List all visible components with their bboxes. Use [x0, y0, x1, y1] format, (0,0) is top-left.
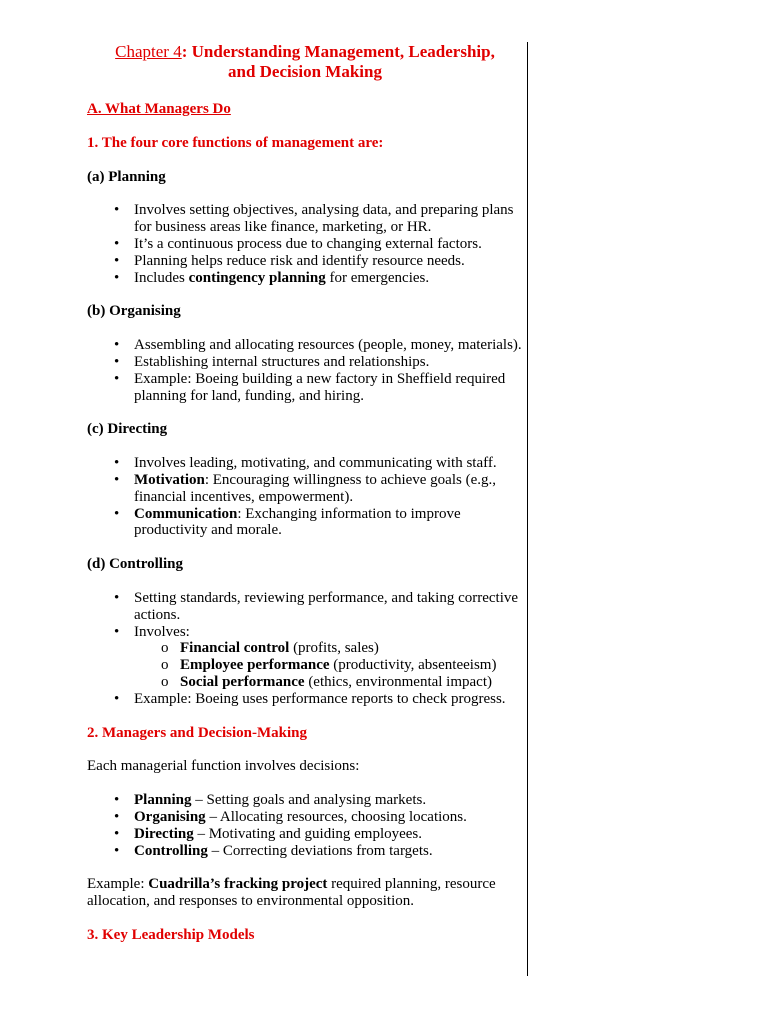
chapter-number: Chapter 4 — [115, 42, 182, 61]
decisions-example: Example: Cuadrilla’s fracking project required planning, resource allocation, and responses to environmental opposition. — [87, 876, 496, 910]
controlling-list — [87, 590, 523, 708]
directing-list — [87, 455, 523, 539]
list-item: • Planning – Setting goals and analysing markets. — [134, 792, 523, 809]
list-item: • Includes contingency planning for emergencies. — [134, 270, 523, 287]
organising-list — [87, 337, 523, 404]
list-item: • Planning helps reduce risk and identify resource needs. — [134, 253, 523, 270]
page-margin-line — [527, 42, 528, 976]
list-item: • Involves: o Financial control (profits, sales) o Employee performance (productivity, absenteeism) o Social performance (ethics, environmental impact) — [134, 624, 523, 691]
list-item: • It’s a continuous process due to changing external factors. — [134, 236, 523, 253]
organising-heading: (b) Organising — [87, 303, 181, 320]
heading-core-functions: 1. The four core functions of management are: — [87, 134, 384, 151]
chapter-title — [87, 42, 523, 82]
decisions-intro: Each managerial function involves decisions: — [87, 758, 360, 775]
list-item: • Motivation: Encouraging willingness to achieve goals (e.g., financial incentives, empowerment). — [134, 472, 523, 506]
list-item: • Example: Boeing uses performance reports to check progress. — [134, 691, 523, 708]
decisions-list — [87, 792, 523, 859]
controlling-sublist — [134, 640, 523, 690]
list-item: • Directing – Motivating and guiding employees. — [134, 826, 523, 843]
sub-list-item: o Social performance (ethics, environmental impact) — [180, 674, 523, 691]
controlling-heading: (d) Controlling — [87, 556, 183, 573]
heading-leadership-models: 3. Key Leadership Models — [87, 926, 255, 943]
document-page — [87, 42, 523, 944]
list-item: • Communication: Exchanging information to improve productivity and morale. — [134, 506, 523, 540]
list-item: • Organising – Allocating resources, choosing locations. — [134, 809, 523, 826]
planning-heading: (a) Planning — [87, 168, 166, 185]
section-a-heading: A. What Managers Do — [87, 101, 231, 117]
list-item: • Controlling – Correcting deviations from targets. — [134, 843, 523, 860]
chapter-title-line2: and Decision Making — [228, 62, 382, 81]
list-item: • Involves leading, motivating, and communicating with staff. — [134, 455, 523, 472]
list-item: • Establishing internal structures and relationships. — [134, 354, 523, 371]
sub-list-item: o Employee performance (productivity, absenteeism) — [180, 657, 523, 674]
sub-list-item: o Financial control (profits, sales) — [180, 640, 523, 657]
heading-decision-making: 2. Managers and Decision-Making — [87, 724, 308, 741]
chapter-title-line1: : Understanding Management, Leadership, — [181, 42, 495, 61]
list-item: • Involves setting objectives, analysing data, and preparing plans for business areas like finance, marketing, or HR. — [134, 202, 523, 236]
planning-list — [87, 202, 523, 286]
list-item: • Assembling and allocating resources (people, money, materials). — [134, 337, 523, 354]
list-item: • Setting standards, reviewing performance, and taking corrective actions. — [134, 590, 523, 624]
directing-heading: (c) Directing — [87, 421, 168, 438]
list-item: • Example: Boeing building a new factory in Sheffield required planning for land, funding, and hiring. — [134, 371, 523, 405]
